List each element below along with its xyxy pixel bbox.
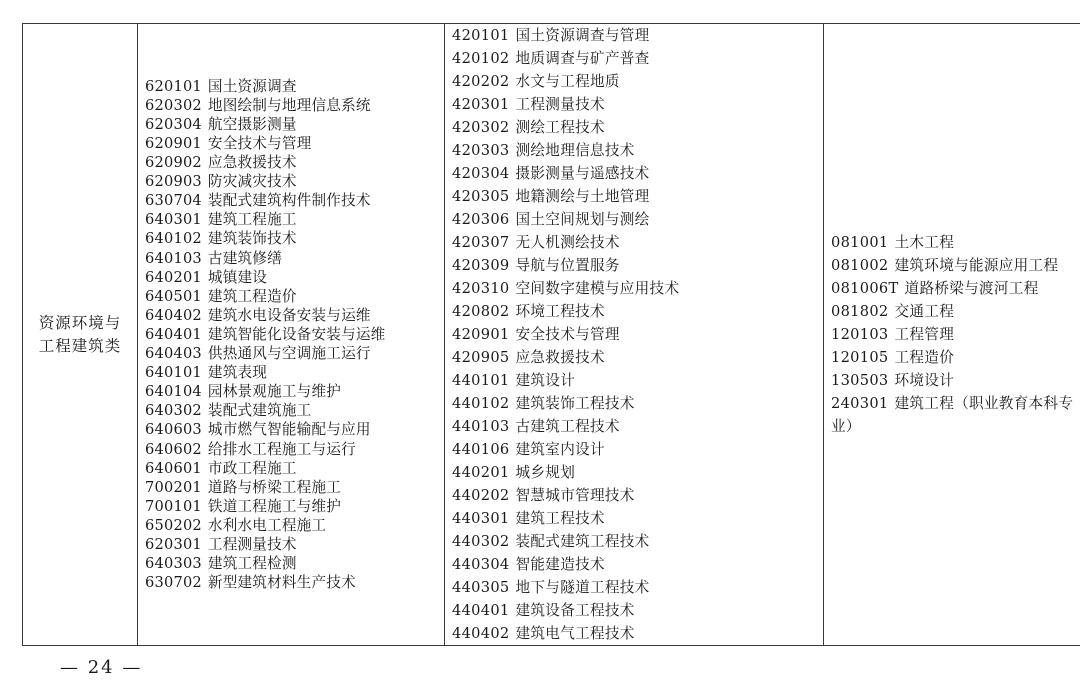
major-code: 440106	[452, 441, 510, 458]
secondary-majors-cell	[138, 24, 445, 646]
major-code: 620304	[145, 115, 202, 133]
major-name: 地下与隧道工程技术	[515, 579, 650, 596]
higher-vocational-major-item	[452, 254, 823, 277]
major-name: 供热通风与空调施工运行	[207, 345, 371, 363]
major-name: 新型建筑材料生产技术	[207, 574, 356, 592]
major-code: 420802	[452, 303, 510, 320]
major-code: 640103	[145, 249, 202, 267]
major-code: 650202	[145, 516, 202, 534]
secondary-major-item	[145, 229, 444, 248]
major-name: 装配式建筑构件制作技术	[207, 192, 371, 210]
major-name: 测绘地理信息技术	[515, 142, 635, 159]
major-name: 装配式建筑工程技术	[515, 533, 650, 550]
major-name: 环境工程技术	[515, 303, 605, 320]
major-code: 640501	[145, 287, 202, 305]
major-name: 工程测量技术	[207, 535, 297, 553]
undergraduate-major-item	[831, 369, 1080, 392]
major-name: 国土资源调查与管理	[515, 27, 650, 44]
major-name: 建筑工程造价	[207, 287, 297, 305]
secondary-major-item	[145, 573, 444, 592]
secondary-major-item	[145, 77, 444, 96]
major-code: 420307	[452, 234, 510, 251]
secondary-major-item	[145, 172, 444, 191]
major-name: 空间数字建模与应用技术	[515, 280, 680, 297]
major-name: 城乡规划	[515, 464, 576, 481]
major-name: 测绘工程技术	[515, 119, 605, 136]
category-line-1: 资源环境与	[38, 313, 122, 332]
undergraduate-major-item	[831, 300, 1080, 323]
major-name: 给排水工程施工与运行	[207, 440, 356, 458]
undergraduate-major-item	[831, 323, 1080, 346]
major-name: 城市燃气智能输配与应用	[207, 421, 371, 439]
higher-vocational-major-item	[452, 369, 823, 392]
major-code: 440302	[452, 533, 510, 550]
major-name: 古建筑修缮	[207, 249, 282, 267]
category-cell	[23, 24, 138, 646]
secondary-major-item	[145, 516, 444, 535]
major-name: 建筑室内设计	[515, 441, 605, 458]
major-code: 640402	[145, 306, 202, 324]
table-row	[23, 24, 1080, 646]
major-code: 081001	[831, 234, 889, 251]
major-name: 道路与桥梁工程施工	[207, 478, 342, 496]
major-code: 081002	[831, 257, 889, 274]
undergraduate-major-item	[831, 277, 1080, 300]
major-name: 城镇建设	[207, 268, 268, 286]
secondary-major-item	[145, 210, 444, 229]
higher-vocational-major-item	[452, 93, 823, 116]
major-code: 630704	[145, 192, 202, 210]
major-code: 640101	[145, 364, 202, 382]
major-name: 国土空间规划与测绘	[515, 211, 650, 228]
higher-vocational-major-item	[452, 139, 823, 162]
major-code: 240301	[831, 395, 889, 412]
major-code: 420309	[452, 257, 510, 274]
major-name: 市政工程施工	[207, 459, 297, 477]
major-code: 700201	[145, 478, 202, 496]
major-code: 620903	[145, 173, 202, 191]
major-code: 440401	[452, 602, 510, 619]
major-code: 640104	[145, 383, 202, 401]
major-code: 081802	[831, 303, 889, 320]
undergraduate-major-item	[831, 254, 1080, 277]
major-name: 导航与位置服务	[515, 257, 620, 274]
major-name: 交通工程	[894, 303, 955, 320]
higher-vocational-major-item	[452, 622, 823, 645]
higher-vocational-major-item	[452, 507, 823, 530]
major-name: 建筑环境与能源应用工程	[894, 257, 1059, 274]
major-code: 420905	[452, 349, 510, 366]
major-name: 建筑工程技术	[515, 510, 605, 527]
major-code: 420901	[452, 326, 510, 343]
major-code: 440102	[452, 395, 510, 412]
higher-vocational-major-item	[452, 70, 823, 93]
major-code: 640601	[145, 459, 202, 477]
secondary-major-item	[145, 344, 444, 363]
majors-table	[22, 23, 1080, 646]
major-name: 建筑工程施工	[207, 211, 297, 229]
undergraduate-major-item	[831, 231, 1080, 254]
major-code: 420306	[452, 211, 510, 228]
major-code: 420305	[452, 188, 510, 205]
major-code: 420101	[452, 27, 510, 44]
category-line-2: 工程建筑类	[38, 336, 122, 355]
higher-vocational-major-item	[452, 208, 823, 231]
major-code: 640403	[145, 345, 202, 363]
major-code: 420310	[452, 280, 510, 297]
higher-vocational-major-item	[452, 461, 823, 484]
secondary-major-item	[145, 382, 444, 401]
secondary-major-item	[145, 153, 444, 172]
higher-vocational-major-item	[452, 277, 823, 300]
major-code: 440301	[452, 510, 510, 527]
secondary-major-item	[145, 554, 444, 573]
undergraduate-majors-cell	[824, 24, 1080, 646]
higher-vocational-major-item	[452, 415, 823, 438]
higher-vocational-major-item	[452, 346, 823, 369]
secondary-major-item	[145, 325, 444, 344]
major-code: 120103	[831, 326, 889, 343]
major-code: 440402	[452, 625, 510, 642]
major-name: 建筑设计	[515, 372, 576, 389]
major-name: 建筑表现	[207, 364, 268, 382]
major-code: 440202	[452, 487, 510, 504]
major-code: 640102	[145, 230, 202, 248]
secondary-major-item	[145, 287, 444, 306]
major-code: 420303	[452, 142, 510, 159]
major-code: 620101	[145, 77, 202, 95]
major-name: 园林景观施工与维护	[207, 383, 342, 401]
higher-vocational-major-item	[452, 438, 823, 461]
major-name: 航空摄影测量	[207, 115, 297, 133]
major-name: 建筑工程检测	[207, 555, 297, 573]
major-name: 智能建造技术	[515, 556, 605, 573]
secondary-major-item	[145, 535, 444, 554]
major-name: 建筑水电设备安装与运维	[207, 306, 371, 324]
secondary-major-item	[145, 401, 444, 420]
major-name: 水文与工程地质	[515, 73, 620, 90]
secondary-major-item	[145, 478, 444, 497]
major-name: 建筑智能化设备安装与运维	[207, 325, 386, 343]
major-name: 智慧城市管理技术	[515, 487, 635, 504]
major-code: 420301	[452, 96, 510, 113]
higher-vocational-major-item	[452, 553, 823, 576]
major-code: 620301	[145, 535, 202, 553]
major-name: 建筑工程（职业教育本科专业）	[831, 395, 1074, 435]
major-code: 630702	[145, 574, 202, 592]
higher-vocational-major-item	[452, 300, 823, 323]
major-code: 640201	[145, 268, 202, 286]
major-name: 防灾减灾技术	[207, 173, 297, 191]
major-code: 420202	[452, 73, 510, 90]
major-name: 建筑电气工程技术	[515, 625, 635, 642]
secondary-major-item	[145, 306, 444, 325]
major-name: 摄影测量与遥感技术	[515, 165, 650, 182]
secondary-major-item	[145, 459, 444, 478]
major-name: 工程测量技术	[515, 96, 605, 113]
major-name: 环境设计	[894, 372, 955, 389]
major-name: 地籍测绘与土地管理	[515, 188, 650, 205]
secondary-major-item	[145, 420, 444, 439]
major-name: 道路桥梁与渡河工程	[904, 280, 1039, 297]
major-code: 420304	[452, 165, 510, 182]
major-name: 无人机测绘技术	[515, 234, 620, 251]
major-name: 地质调查与矿产普查	[515, 50, 650, 67]
major-name: 水利水电工程施工	[207, 516, 327, 534]
higher-vocational-major-item	[452, 576, 823, 599]
major-name: 建筑装饰工程技术	[515, 395, 635, 412]
higher-vocational-major-item	[452, 24, 823, 47]
higher-vocational-major-item	[452, 323, 823, 346]
major-code: 440101	[452, 372, 510, 389]
undergraduate-major-item	[831, 346, 1080, 369]
major-name: 应急救援技术	[207, 154, 297, 172]
major-code: 440304	[452, 556, 510, 573]
higher-vocational-major-item	[452, 162, 823, 185]
major-code: 640401	[145, 325, 202, 343]
major-code: 081006T	[831, 280, 899, 297]
secondary-major-item	[145, 249, 444, 268]
major-code: 640303	[145, 555, 202, 573]
major-code: 640603	[145, 421, 202, 439]
major-name: 应急救援技术	[515, 349, 605, 366]
higher-vocational-major-item	[452, 47, 823, 70]
major-name: 建筑设备工程技术	[515, 602, 635, 619]
major-code: 620901	[145, 135, 202, 153]
higher-vocational-major-item	[452, 392, 823, 415]
major-name: 建筑装饰技术	[207, 230, 297, 248]
major-name: 工程造价	[894, 349, 955, 366]
higher-vocational-major-item	[452, 530, 823, 553]
major-code: 620302	[145, 96, 202, 114]
major-name: 安全技术与管理	[515, 326, 620, 343]
major-code: 640302	[145, 402, 202, 420]
major-code: 420302	[452, 119, 510, 136]
higher-vocational-major-item	[452, 599, 823, 622]
secondary-major-item	[145, 96, 444, 115]
major-name: 土木工程	[894, 234, 955, 251]
major-code: 440103	[452, 418, 510, 435]
secondary-major-item	[145, 268, 444, 287]
major-name: 铁道工程施工与维护	[207, 497, 342, 515]
undergraduate-major-item	[831, 392, 1080, 438]
major-name: 工程管理	[894, 326, 955, 343]
secondary-major-item	[145, 134, 444, 153]
major-code: 640301	[145, 211, 202, 229]
higher-vocational-major-item	[452, 484, 823, 507]
higher-vocational-majors-cell	[445, 24, 824, 646]
higher-vocational-major-item	[452, 185, 823, 208]
secondary-major-item	[145, 191, 444, 210]
higher-vocational-major-item	[452, 116, 823, 139]
major-name: 安全技术与管理	[207, 135, 312, 153]
major-code: 440201	[452, 464, 510, 481]
major-code: 440305	[452, 579, 510, 596]
higher-vocational-major-item	[452, 231, 823, 254]
secondary-major-item	[145, 440, 444, 459]
major-name: 古建筑工程技术	[515, 418, 620, 435]
major-name: 国土资源调查	[207, 77, 297, 95]
secondary-major-item	[145, 115, 444, 134]
major-name: 装配式建筑施工	[207, 402, 312, 420]
secondary-major-item	[145, 497, 444, 516]
major-code: 420102	[452, 50, 510, 67]
major-code: 620902	[145, 154, 202, 172]
major-code: 120105	[831, 349, 889, 366]
major-code: 640602	[145, 440, 202, 458]
page-number: — 24 —	[60, 657, 143, 678]
major-code: 700101	[145, 497, 202, 515]
secondary-major-item	[145, 363, 444, 382]
major-name: 地图绘制与地理信息系统	[207, 96, 371, 114]
major-code: 130503	[831, 372, 889, 389]
